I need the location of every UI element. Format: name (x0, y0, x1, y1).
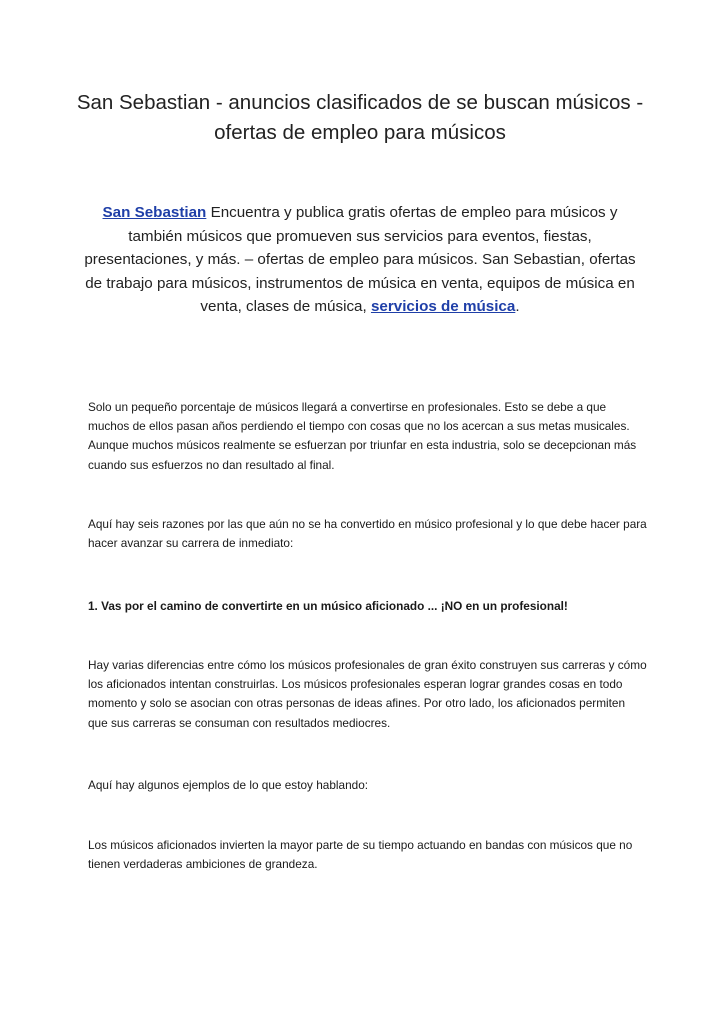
body-paragraph-1: Solo un pequeño porcentaje de músicos llegará a convertirse en profesionales. Esto se debe a que muchos de ellos pasan años perdiendo el tiempo con cosas que no los acercan a sus metas musicales. Aunque muchos músicos realmente se esfuerzan por triunfar en esta industria, solo se decepcionan más cuando sus esfuerzos no dan resultado al final. (88, 400, 637, 472)
body-paragraph-4: Aquí hay algunos ejemplos de lo que estoy hablando: (88, 778, 369, 792)
body-paragraph-5: Los músicos aficionados invierten la mayor parte de su tiempo actuando en bandas con músicos que no tienen verdaderas ambiciones de grandeza. (88, 838, 633, 872)
intro-end-text: . (515, 298, 520, 315)
intro-paragraph (78, 201, 642, 319)
san-sebastian-link[interactable]: San Sebastian (102, 204, 207, 221)
page-title: San Sebastian - anuncios clasificados de se buscan músicos - ofertas de empleo para músicos (76, 91, 644, 144)
servicios-de-musica-link[interactable]: servicios de música (370, 298, 516, 315)
body-paragraph-2: Aquí hay seis razones por las que aún no se ha convertido en músico profesional y lo que debe hacer para hacer avanzar su carrera de inmediato: (88, 517, 647, 551)
section-heading-1: 1. Vas por el camino de convertirte en un músico aficionado ... ¡NO en un profesional! (88, 599, 568, 613)
intro-text: Encuentra y publica gratis ofertas de empleo para músicos y también músicos que promueven sus servicios para eventos, fiestas, presentaciones, y más. – ofertas de empleo para músicos. San Sebastian, ofertas de trabajo para músicos, instrumentos de música en venta, equipos de música en venta, clases de música, (84, 204, 636, 315)
body-paragraph-3: Hay varias diferencias entre cómo los músicos profesionales de gran éxito construyen sus carreras y cómo los aficionados intentan construirlas. Los músicos profesionales esperan lograr grandes cosas en todo momento y solo se asocian con otras personas de ideas afines. Por otro lado, los aficionados permiten que sus carreras se consuman con resultados mediocres. (88, 658, 647, 730)
